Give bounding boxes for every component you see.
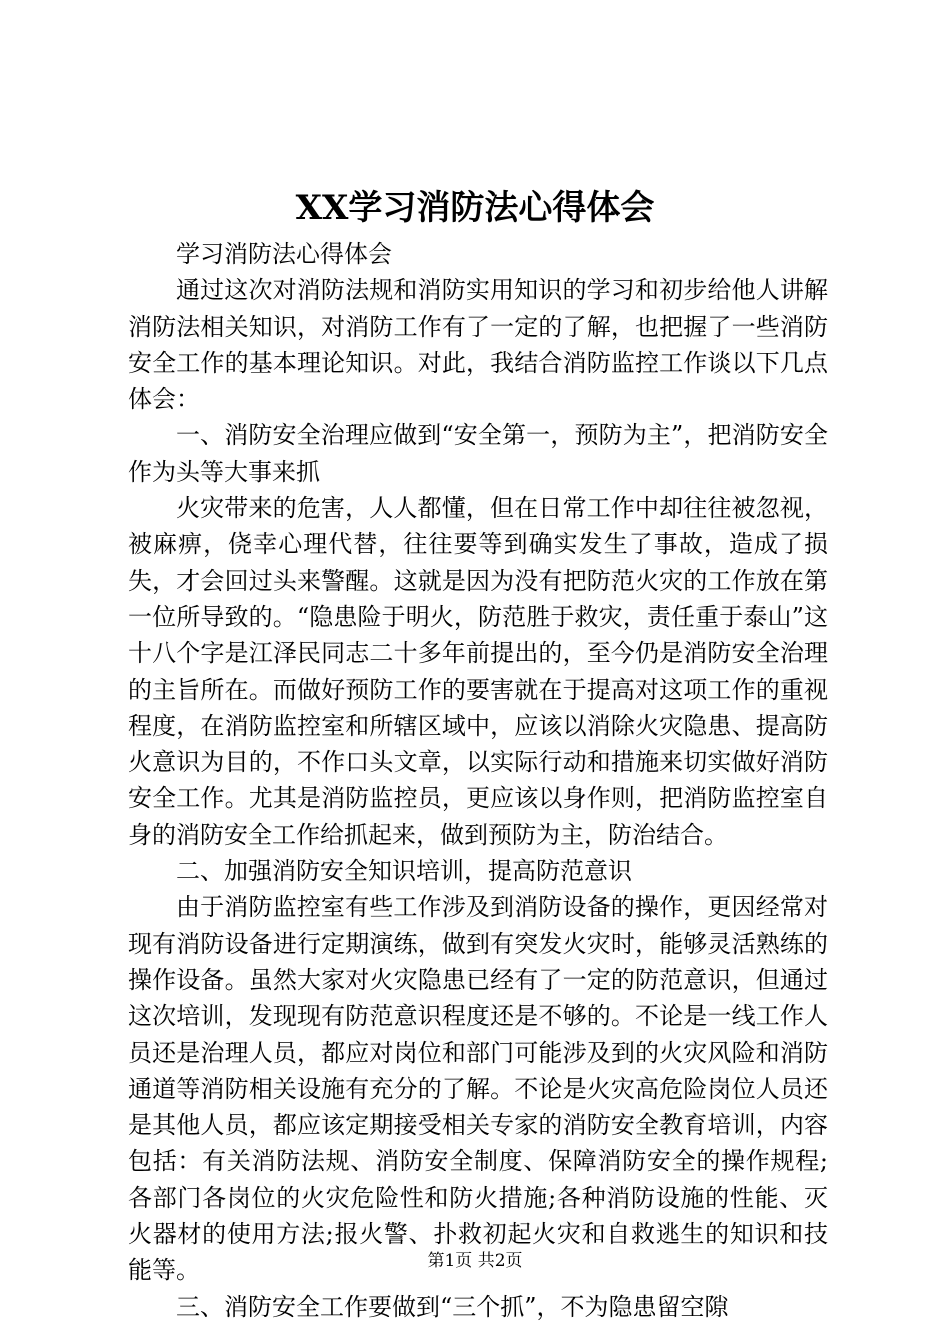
section-heading-3: 三、消防安全工作要做到“三个抓”，不为隐患留空隙 [176, 1292, 729, 1321]
section-heading-1: 一、消防安全治理应做到“安全第一，预防为主”，把消防安全作为头等大事来抓 [128, 421, 828, 486]
document-title: XX学习消防法心得体会 [295, 188, 655, 228]
document-body [128, 236, 828, 1325]
body-paragraph-1: 火灾带来的危害，人人都懂，但在日常工作中却往往被忽视，被麻痹，侥幸心理代替，往往要等到确实发生了事故，造成了损失，才会回过头来警醒。这就是因为没有把防范火灾的工作放在第一位所导致的。“隐患险于明火，防范胜于救灾，责任重于泰山”这十八个字是江泽民同志二十多年前提出的，至今仍是消防安全治理的主旨所在。而做好预防工作的要害就在于提高对这项工作的重视程度，在消防监控室和所辖区域中，应该以消除火灾隐患、提高防火意识为目的，不作口头文章，以实际行动和措施来切实做好消防安全工作。尤其是消防监控员，更应该以身作则，把消防监控室自身的消防安全工作给抓起来，做到预防为主，防治结合。 [128, 494, 828, 849]
body-paragraph-2: 由于消防监控室有些工作涉及到消防设备的操作，更因经常对现有消防设备进行定期演练，做到有突发火灾时，能够灵活熟练的操作设备。虽然大家对火灾隐患已经有了一定的防范意识，但通过这次培训，发现现有防范意识程度还是不够的。不论是一线工作人员还是治理人员，都应对岗位和部门可能涉及到的火灾风险和消防通道等消防相关设施有充分的了解。不论是火灾高危险岗位人员还是其他人员，都应该定期接受相关专家的消防安全教育培训，内容包括：有关消防法规、消防安全制度、保障消防安全的操作规程;各部门各岗位的火灾危险性和防火措施;各种消防设施的性能、灭火器材的使用方法;报火警、扑救初起火灾和自救逃生的知识和技能等。 [128, 893, 828, 1285]
intro-paragraph: 通过这次对消防法规和消防实用知识的学习和初步给他人讲解消防法相关知识，对消防工作有了一定的了解，也把握了一些消防安全工作的基本理论知识。对此，我结合消防监控工作谈以下几点体会： [128, 276, 828, 414]
subtitle-paragraph: 学习消防法心得体会 [176, 240, 392, 268]
section-heading-2: 二、加强消防安全知识培训，提高防范意识 [176, 857, 632, 886]
page-number-footer: 第1页 共2页 [427, 1251, 523, 1271]
